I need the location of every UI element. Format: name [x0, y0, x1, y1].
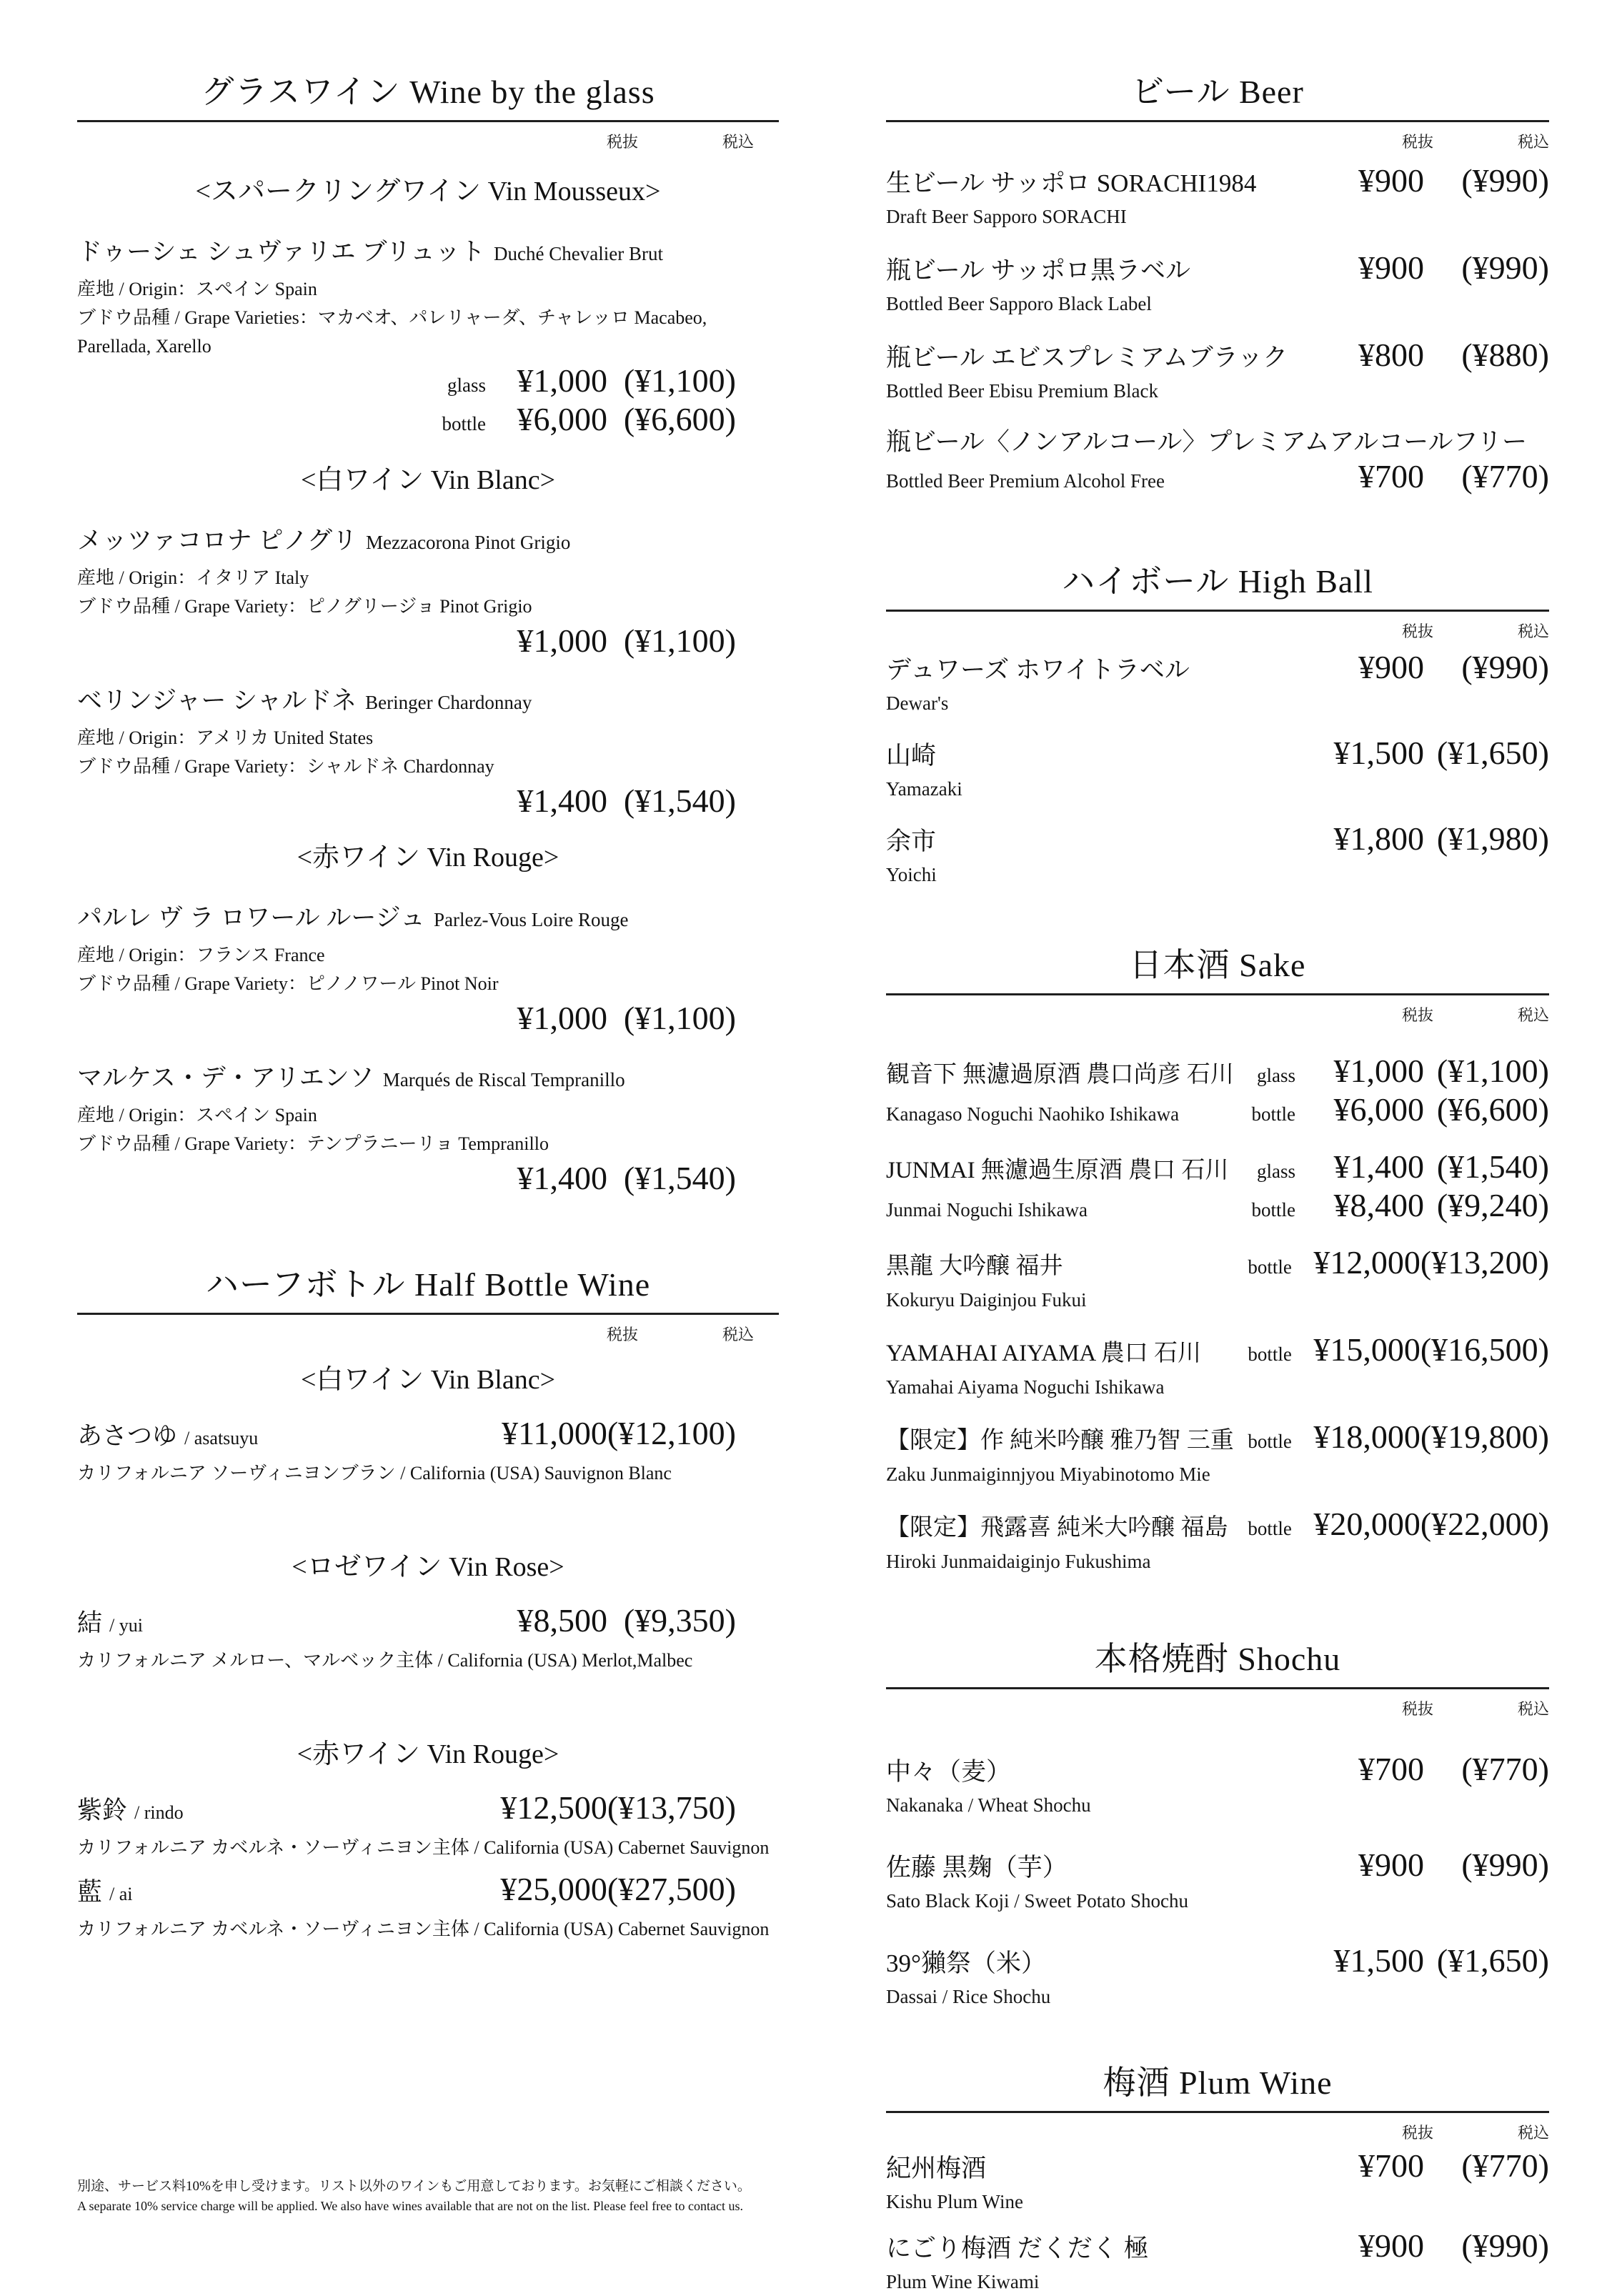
price-row [1248, 1333, 1549, 1371]
item-details [77, 1834, 779, 1862]
price-tax-excluded: ¥900 [1358, 249, 1424, 286]
item-name-en: Kokuryu Daiginjou Fukui [886, 1289, 1087, 1311]
menu-item [886, 1150, 1549, 1227]
price-row [1295, 650, 1549, 685]
price-tax-included: (¥12,100) [607, 1415, 736, 1451]
item-detail: 産地 / Origin：スペイン Spain [77, 1105, 317, 1125]
serving-size-label: glass [1257, 1065, 1295, 1086]
menu-item [886, 1507, 1549, 1576]
item-name-jp: YAMAHAI AIYAMA 農口 石川 [886, 1341, 1201, 1366]
item-name [886, 167, 1295, 201]
item-name [886, 825, 1295, 859]
item-name [77, 1061, 779, 1095]
price-block [77, 364, 779, 441]
item-name-jp: 結 [77, 1609, 103, 1637]
price-tax-included: (¥1,540) [1436, 1148, 1549, 1185]
tax-included-label: 税込 [1517, 622, 1549, 640]
price-row [1295, 736, 1549, 770]
price-row [77, 402, 779, 441]
price-tax-excluded: ¥1,400 [517, 782, 607, 819]
divider-rule [77, 120, 779, 122]
item-name [886, 1153, 1257, 1188]
tax-header [886, 2123, 1549, 2143]
serving-size-label: bottle [1251, 1199, 1295, 1221]
item-details [77, 275, 779, 361]
item-name-en: Yamazaki [886, 778, 962, 800]
tax-included-label: 税込 [722, 133, 754, 151]
price-block [77, 784, 779, 818]
tax-included-label: 税込 [1517, 133, 1549, 151]
price-tax-excluded: ¥1,000 [517, 1000, 607, 1036]
item-name [886, 2232, 1295, 2266]
menu-item [886, 1054, 1549, 1131]
menu-item [886, 425, 1549, 495]
item-name-romaji: / yui [109, 1615, 143, 1636]
serving-size-label: glass [1257, 1161, 1295, 1182]
price-tax-included: (¥1,540) [623, 1160, 736, 1196]
item-name [77, 235, 779, 269]
item-details [77, 724, 779, 781]
footer-note [77, 2177, 751, 2215]
price-block [77, 624, 779, 658]
serving-size-label: bottle [442, 413, 486, 434]
price-tax-included: (¥1,540) [623, 782, 736, 819]
price-row [1295, 338, 1549, 372]
price-tax-excluded: ¥20,000 [1313, 1506, 1421, 1542]
subsection-header: <赤ワイン Vin Rouge> [297, 843, 559, 873]
item-name-jp: 佐藤 黒麹（芋） [886, 1854, 1068, 1882]
item-details [77, 564, 779, 621]
menu-item [886, 650, 1549, 717]
menu-item [77, 524, 779, 658]
item-name-jp: 紫鈴 [77, 1796, 128, 1824]
item-name-jp: ベリンジャー シャルドネ [77, 687, 357, 715]
price-row [1295, 251, 1549, 285]
price-tax-excluded: ¥900 [1358, 1847, 1424, 1883]
section-title: 日本酒 Sake [1129, 947, 1306, 983]
item-name [886, 1851, 1295, 1885]
price-tax-excluded: ¥12,000 [1313, 1244, 1421, 1281]
serving-size-label: bottle [1248, 1518, 1292, 1539]
price-row [1295, 164, 1549, 198]
divider-rule [886, 120, 1549, 122]
item-name-jp: 瓶ビール エビスプレミアムブラック [886, 344, 1288, 372]
item-name-jp: 39°獺祭（米） [886, 1949, 1046, 1977]
tax-excluded-label: 税抜 [606, 133, 638, 151]
item-name-en: Bottled Beer Sapporo Black Label [886, 293, 1152, 314]
price-tax-excluded: ¥11,000 [502, 1415, 607, 1451]
tax-header [886, 132, 1549, 152]
price-tax-excluded: ¥6,000 [1333, 1091, 1424, 1128]
item-name [77, 1606, 486, 1641]
price-tax-excluded: ¥18,000 [1313, 1418, 1421, 1455]
menu-item [886, 338, 1549, 405]
price-tax-excluded: ¥1,500 [1333, 735, 1424, 771]
item-detail: Parellada, Xarello [77, 336, 212, 357]
price-row [486, 1872, 779, 1907]
serving-size-label: bottle [1248, 1431, 1292, 1452]
price-tax-included: (¥22,000) [1420, 1506, 1549, 1542]
price-block [77, 1161, 779, 1196]
section-shochu [886, 1639, 1549, 2011]
item-name-jp: デュワーズ ホワイトラベル [886, 656, 1190, 684]
price-tax-excluded: ¥700 [1358, 1751, 1424, 1787]
price-row [1295, 2149, 1549, 2183]
item-name-jp: 【限定】飛露喜 純米大吟醸 福島 [886, 1515, 1228, 1541]
price-tax-included: (¥1,100) [623, 362, 736, 399]
price-tax-excluded: ¥1,000 [517, 362, 607, 399]
price-tax-included: (¥1,100) [623, 622, 736, 659]
item-detail: ブドウ品種 / Grape Variety：シャルドネ Chardonnay [77, 756, 494, 777]
item-name [886, 1423, 1248, 1458]
item-detail: 産地 / Origin：フランス France [77, 945, 325, 965]
item-name-en: Bottled Beer Ebisu Premium Black [886, 380, 1158, 402]
footer-note-jp: 別途、サービス料10%を申し受けます。リスト以外のワインもご用意しております。お気軽にご相談ください。 [77, 2179, 751, 2194]
price-tax-included: (¥990) [1461, 1847, 1549, 1883]
footer-note-en: A separate 10% service charge will be applied. We also have wines available that are not on the list. Please feel free to contact us. [77, 2199, 744, 2213]
price-tax-included: (¥27,500) [607, 1871, 736, 1907]
section-highball [886, 561, 1549, 889]
subsection-header: <ロゼワイン Vin Rose> [292, 1552, 564, 1582]
menu-item [886, 822, 1549, 889]
price-tax-included: (¥1,100) [623, 1000, 736, 1036]
price-tax-excluded: ¥900 [1358, 649, 1424, 685]
item-name [77, 1419, 486, 1453]
serving-size-label: bottle [1248, 1256, 1292, 1278]
tax-header [77, 1325, 779, 1345]
price-tax-included: (¥1,650) [1436, 1942, 1549, 1979]
price-tax-included: (¥9,350) [623, 1602, 736, 1639]
item-name-romaji: / ai [109, 1884, 133, 1904]
subsection-header: <スパークリングワイン Vin Mousseux> [195, 177, 661, 207]
item-name-en: Plum Wine Kiwami [886, 2271, 1040, 2292]
item-name [886, 1336, 1248, 1371]
item-name-en: Bottled Beer Premium Alcohol Free [886, 470, 1165, 492]
price-row [486, 1604, 779, 1638]
serving-size-label: bottle [1251, 1103, 1295, 1125]
price-tax-included: (¥1,100) [1436, 1053, 1549, 1089]
price-tax-included: (¥6,600) [623, 401, 736, 437]
price-tax-excluded: ¥1,800 [1333, 820, 1424, 857]
item-name [886, 341, 1295, 375]
price-tax-excluded: ¥1,400 [1333, 1148, 1424, 1185]
item-name-en: Beringer Chardonnay [365, 692, 532, 713]
tax-excluded-label: 税抜 [1401, 1700, 1433, 1718]
tax-header [77, 132, 779, 152]
item-detail: カリフォルニア カベルネ・ソーヴィニヨン主体 / California (USA) Cabernet Sauvignon [77, 1919, 770, 1939]
price-row [1252, 1093, 1550, 1131]
price-block [77, 1001, 779, 1035]
menu-item [886, 736, 1549, 803]
tax-included-label: 税込 [722, 1326, 754, 1343]
section-title: ハーフボトル Half Bottle Wine [205, 1266, 651, 1303]
price-tax-excluded: ¥700 [1358, 2147, 1424, 2184]
section-sake [886, 945, 1549, 1576]
price-row [1248, 1507, 1549, 1546]
menu-item [886, 1420, 1549, 1489]
section-title: 梅酒 Plum Wine [1103, 2064, 1333, 2101]
price-row [1295, 1848, 1549, 1882]
price-tax-excluded: ¥25,000 [500, 1871, 607, 1907]
item-details [77, 1646, 779, 1675]
menu-item [886, 251, 1549, 318]
price-tax-included: (¥880) [1461, 337, 1549, 373]
item-name-en: Duché Chevalier Brut [494, 243, 663, 264]
item-name-jp: 余市 [886, 828, 937, 855]
item-name [886, 739, 1295, 773]
section-glasswine [77, 71, 779, 1196]
item-name [886, 2152, 1295, 2186]
price-tax-included: (¥990) [1461, 162, 1549, 199]
section-title: グラスワイン Wine by the glass [201, 74, 655, 110]
divider-rule [886, 993, 1549, 995]
menu-item [77, 901, 779, 1035]
item-name [77, 524, 779, 558]
price-tax-included: (¥990) [1461, 649, 1549, 685]
section-plum [886, 2062, 1549, 2296]
subsection-header: <白ワイン Vin Blanc> [300, 465, 556, 495]
price-row [486, 1791, 779, 1825]
item-name-en: Nakanaka / Wheat Shochu [886, 1794, 1091, 1816]
item-name-jp: 【限定】作 純米吟醸 雅乃智 三重 [886, 1428, 1234, 1453]
menu-item [886, 2229, 1549, 2296]
item-name-romaji: / rindo [134, 1802, 184, 1823]
item-details [77, 941, 779, 998]
price-tax-excluded: ¥900 [1358, 162, 1424, 199]
menu-item [77, 1416, 779, 1488]
menu-item [886, 1333, 1549, 1401]
item-name [77, 684, 779, 718]
item-detail: 産地 / Origin：イタリア Italy [77, 567, 309, 588]
tax-excluded-label: 税抜 [606, 1326, 638, 1343]
price-tax-excluded: ¥700 [1358, 458, 1424, 495]
item-name-jp: ドゥーシェ シュヴァリエ ブリュット [77, 238, 486, 266]
price-row [1295, 1752, 1549, 1786]
item-name [886, 1249, 1248, 1283]
item-name-jp: メッツァコロナ ピノグリ [77, 527, 358, 555]
tax-included-label: 税込 [1517, 2124, 1549, 2142]
item-name [886, 653, 1295, 687]
item-name-jp: 瓶ビール サッポロ黒ラベル [886, 257, 1190, 284]
tax-excluded-label: 税抜 [1401, 2124, 1433, 2142]
item-name-en: Hiroki Junmaidaiginjo Fukushima [886, 1551, 1151, 1572]
item-detail: ブドウ品種 / Grape Variety：ピノグリージョ Pinot Grigio [77, 596, 532, 617]
item-name-jp: 瓶ビール〈ノンアルコール〉プレミアムアルコールフリー [886, 428, 1528, 456]
item-name-jp: JUNMAI 無濾過生原酒 農口 石川 [886, 1158, 1229, 1183]
menu-item [886, 2149, 1549, 2216]
price-row [486, 1416, 779, 1451]
price-row [1248, 1246, 1549, 1284]
menu-item [886, 1848, 1549, 1915]
menu-item [886, 1246, 1549, 1314]
price-row [77, 1161, 779, 1196]
divider-rule [886, 1687, 1549, 1689]
item-name [77, 1794, 486, 1828]
item-detail: カリフォルニア カベルネ・ソーヴィニヨン主体 / California (USA) Cabernet Sauvignon [77, 1837, 770, 1858]
item-name-jp: 山崎 [886, 742, 937, 770]
item-detail: ブドウ品種 / Grape Variety：ピノノワール Pinot Noir [77, 973, 499, 994]
section-title: ビール Beer [1131, 74, 1304, 110]
divider-rule [886, 2111, 1549, 2113]
price-row [77, 624, 779, 658]
item-details [77, 1101, 779, 1158]
price-row [1295, 2229, 1549, 2263]
price-tax-included: (¥13,750) [607, 1789, 736, 1826]
item-name [886, 1058, 1257, 1092]
menu-item [77, 1791, 779, 1862]
price-tax-included: (¥13,200) [1420, 1244, 1549, 1281]
item-detail: カリフォルニア メルロー、マルベック主体 / California (USA) Merlot,Malbec [77, 1650, 693, 1671]
section-title: ハイボール High Ball [1062, 563, 1373, 600]
price-row [77, 364, 779, 402]
item-name [886, 1947, 1295, 1981]
right-column [886, 71, 1549, 2296]
menu-item [886, 1752, 1549, 1819]
item-name-en: Kishu Plum Wine [886, 2191, 1023, 2212]
item-detail: カリフォルニア ソーヴィニヨンブラン / California (USA) Sauvignon Blanc [77, 1463, 672, 1484]
price-tax-excluded: ¥6,000 [517, 401, 607, 437]
item-name-en: Parlez-Vous Loire Rouge [434, 909, 629, 930]
menu-item [886, 164, 1549, 231]
item-name [886, 425, 1549, 459]
price-tax-included: (¥770) [1461, 2147, 1549, 2184]
price-tax-excluded: ¥15,000 [1313, 1331, 1421, 1368]
menu-item [77, 1061, 779, 1196]
item-name-jp: あさつゆ [77, 1422, 178, 1450]
item-name [77, 1875, 486, 1909]
item-name-jp: 紀州梅酒 [886, 2155, 987, 2182]
menu-item [77, 235, 779, 441]
price-tax-excluded: ¥1,000 [1333, 1053, 1424, 1089]
item-name-en: Mezzacorona Pinot Grigio [366, 532, 571, 553]
subsection-header: <白ワイン Vin Blanc> [300, 1365, 556, 1395]
item-name-jp: にごり梅酒 だくだく 極 [886, 2235, 1149, 2262]
tax-excluded-label: 税抜 [1401, 622, 1433, 640]
divider-rule [77, 1313, 779, 1315]
item-name [886, 254, 1295, 288]
price-row [1252, 1188, 1550, 1227]
price-tax-excluded: ¥900 [1358, 2227, 1424, 2264]
menu-item [77, 1872, 779, 1944]
price-tax-included: (¥16,500) [1420, 1331, 1549, 1368]
price-tax-excluded: ¥12,500 [500, 1789, 607, 1826]
price-row [1257, 1150, 1549, 1188]
item-detail: 産地 / Origin：アメリカ United States [77, 727, 374, 748]
item-name-en: Junmai Noguchi Ishikawa [886, 1199, 1088, 1221]
price-tax-included: (¥1,650) [1436, 735, 1549, 771]
item-name-en: Dassai / Rice Shochu [886, 1986, 1051, 2007]
price-row [1257, 1054, 1549, 1093]
price-tax-excluded: ¥1,500 [1333, 1942, 1424, 1979]
item-detail: ブドウ品種 / Grape Varieties：マカベオ、パレリャーダ、チャレッロ Macabeo, [77, 307, 707, 328]
price-row [1248, 1420, 1549, 1458]
item-detail: ブドウ品種 / Grape Variety：テンプラニーリョ Tempranillo [77, 1133, 549, 1154]
item-name-en: Zaku Junmaiginnjyou Miyabinotomo Mie [886, 1463, 1210, 1485]
menu-item [886, 1944, 1549, 2011]
item-name-en: Yoichi [886, 864, 937, 885]
item-name-jp: 藍 [77, 1878, 103, 1906]
item-name [886, 1755, 1295, 1789]
section-halfbottle [77, 1264, 779, 1944]
price-tax-excluded: ¥800 [1358, 337, 1424, 373]
tax-excluded-label: 税抜 [1401, 1006, 1433, 1024]
item-detail: 産地 / Origin：スペイン Spain [77, 279, 317, 299]
item-name-jp: 観音下 無濾過原酒 農口尚彦 石川 [886, 1062, 1234, 1088]
tax-excluded-label: 税抜 [1401, 133, 1433, 151]
price-row [1295, 459, 1549, 494]
section-beer [886, 71, 1549, 495]
price-row [1295, 1944, 1549, 1978]
item-name-jp: パルレ ヴ ラ ロワール ルージュ [77, 904, 426, 932]
item-name-en: Sato Black Koji / Sweet Potato Shochu [886, 1890, 1188, 1912]
price-tax-included: (¥1,980) [1436, 820, 1549, 857]
price-row [77, 784, 779, 818]
menu-item [77, 684, 779, 818]
serving-size-label: glass [447, 374, 486, 396]
subsection-header: <赤ワイン Vin Rouge> [297, 1739, 559, 1769]
item-details [77, 1915, 779, 1944]
item-name-en: Dewar's [886, 692, 949, 714]
item-name-romaji: / asatsuyu [184, 1428, 259, 1448]
tax-header [886, 1005, 1549, 1025]
price-tax-included: (¥990) [1461, 249, 1549, 286]
item-name-jp: 黒龍 大吟醸 福井 [886, 1253, 1063, 1279]
price-row [77, 1001, 779, 1035]
tax-included-label: 税込 [1517, 1700, 1549, 1718]
tax-header [886, 1699, 1549, 1719]
price-tax-included: (¥770) [1461, 458, 1549, 495]
item-name-en: Draft Beer Sapporo SORACHI [886, 206, 1127, 227]
price-tax-included: (¥6,600) [1436, 1091, 1549, 1128]
price-tax-excluded: ¥1,000 [517, 622, 607, 659]
price-tax-excluded: ¥8,400 [1333, 1187, 1424, 1223]
item-name-jp: マルケス・デ・アリエンソ [77, 1064, 374, 1092]
item-details [77, 1459, 779, 1488]
price-tax-included: (¥9,240) [1436, 1187, 1549, 1223]
item-name [77, 901, 779, 935]
serving-size-label: bottle [1248, 1343, 1292, 1365]
item-name [886, 1511, 1248, 1545]
price-tax-excluded: ¥8,500 [517, 1602, 607, 1639]
item-name-jp: 中々（麦） [886, 1758, 1012, 1786]
item-name-en: Yamahai Aiyama Noguchi Ishikawa [886, 1376, 1165, 1398]
price-row [1295, 822, 1549, 856]
price-tax-included: (¥770) [1461, 1751, 1549, 1787]
divider-rule [886, 610, 1549, 612]
price-tax-included: (¥990) [1461, 2227, 1549, 2264]
tax-included-label: 税込 [1517, 1006, 1549, 1024]
tax-header [886, 622, 1549, 642]
price-tax-included: (¥19,800) [1420, 1418, 1549, 1455]
item-name-jp: 生ビール サッポロ SORACHI1984 [886, 169, 1257, 197]
section-title: 本格焼酎 Shochu [1094, 1641, 1341, 1677]
item-name-en: Marqués de Riscal Tempranillo [382, 1069, 625, 1090]
left-column [77, 71, 779, 1944]
item-name-en: Kanagaso Noguchi Naohiko Ishikawa [886, 1103, 1180, 1125]
price-tax-excluded: ¥1,400 [517, 1160, 607, 1196]
menu-item [77, 1604, 779, 1675]
